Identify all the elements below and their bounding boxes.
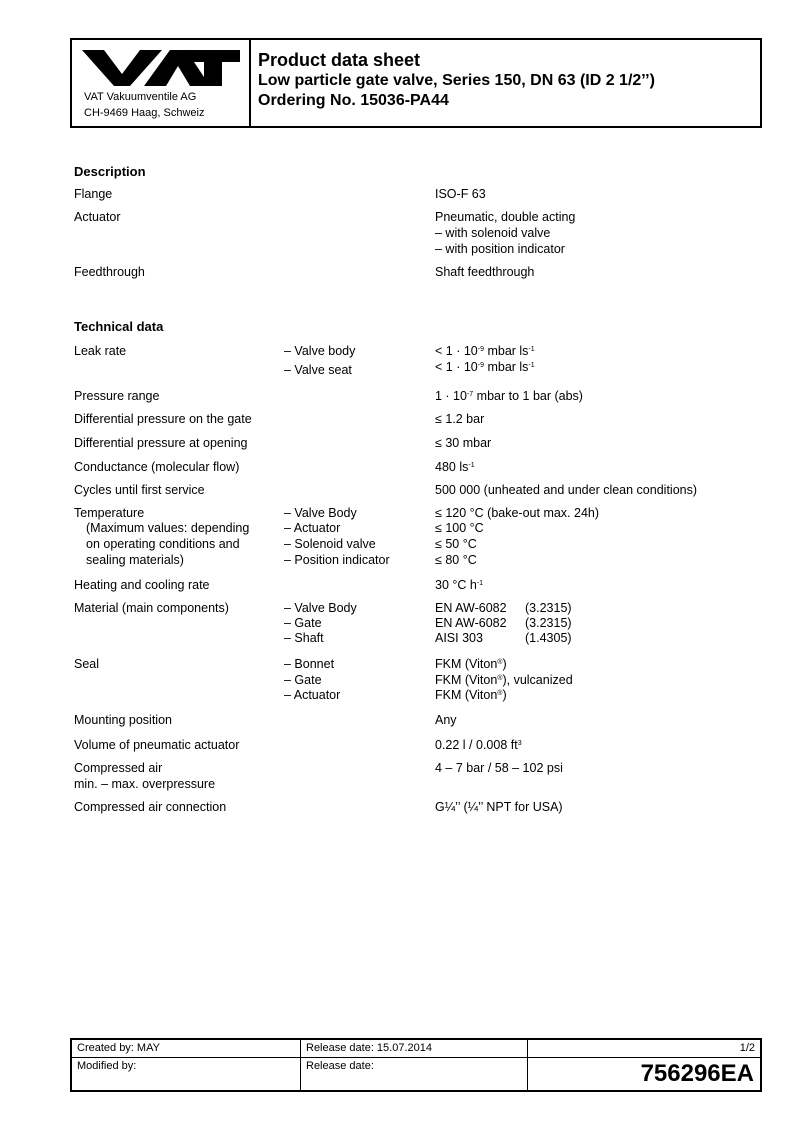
material-shaft-label: – Shaft [284,631,324,645]
actuator-value: Pneumatic, double acting [435,210,576,224]
material-shaft-code: (1.4305) [525,631,572,645]
feedthrough-value: Shaft feedthrough [435,265,535,279]
description-heading: Description [74,164,146,179]
temperature-label: Temperature [74,506,145,520]
pressure-range-label: Pressure range [74,389,160,403]
temp-solenoid-value: ≤ 50 °C [435,537,477,551]
actuator-value-indicator: – with position indicator [435,242,565,256]
material-gate-label: – Gate [284,616,322,630]
seal-actuator-label: – Actuator [284,688,341,702]
seal-bonnet-value: FKM (Viton®) [435,657,507,671]
created-by: Created by: MAY [77,1042,160,1054]
temperature-note-3: sealing materials) [86,553,184,567]
footer-divider-v2 [527,1040,528,1090]
seal-label: Seal [74,657,100,671]
page-title: Product data sheet [258,50,421,70]
diff-pressure-gate-label: Differential pressure on the gate [74,412,252,426]
compressed-air-sublabel: min. – max. overpressure [74,777,216,791]
seal-gate-label: – Gate [284,673,322,687]
conductance-value: 480 $ls^{-1}$ [435,460,475,474]
leak-rate-label: Leak rate [74,344,127,358]
seal-bonnet-label: – Bonnet [284,657,335,671]
leak-rate-body-label: – Valve body [284,344,356,358]
release-date-1: Release date: 15.07.2014 [306,1042,432,1054]
company-name: VAT Vakuumventile AG [84,91,197,103]
material-body-value: EN AW-6082 [435,601,507,615]
header-box [70,38,762,128]
conductance-label: Conductance (molecular flow) [74,460,240,474]
temp-solenoid-label: – Solenoid valve [284,537,376,551]
leak-rate-seat-label: – Valve seat [284,363,352,377]
page-subtitle: Low particle gate valve, Series 150, DN 63 (ID 2 1/2’’) [258,72,655,89]
leak-rate-body-value: < $1 \cdot 10^{-9}$ mbar $ls^{-1}$ [435,344,535,358]
temp-valve-body-value: ≤ 120 °C (bake-out max. 24h) [435,506,600,520]
material-body-code: (3.2315) [525,601,572,615]
temperature-note-1: (Maximum values: depending [86,521,250,535]
mounting-value: Any [435,713,457,727]
vat-logo [82,48,240,88]
compressed-air-label: Compressed air [74,761,163,775]
mounting-label: Mounting position [74,713,172,727]
material-gate-value: EN AW-6082 [435,616,507,630]
temp-indicator-value: ≤ 80 °C [435,553,477,567]
feedthrough-label: Feedthrough [74,265,145,279]
compressed-air-value: 4 – 7 bar / 58 – 102 psi [435,761,563,775]
heating-rate-label: Heating and cooling rate [74,578,210,592]
volume-value: 0.22 l / 0.008 $ft^3$ [435,738,522,752]
material-label: Material (main components) [74,601,229,615]
material-body-label: – Valve Body [284,601,357,615]
pressure-range-value: $1 \cdot 10^{-7}$ mbar to 1 bar (abs) [435,389,583,403]
page-number: 1/2 [739,1042,755,1054]
air-connection-value: G¼’’ (¼’’ NPT for USA) [435,800,563,814]
flange-label: Flange [74,187,113,201]
footer-divider-h [72,1057,760,1058]
cycles-value: 500 000 (unheated and under clean conditions) [435,483,698,497]
technical-heading: Technical data [74,319,164,334]
logo-cell [72,40,251,126]
temp-indicator-label: – Position indicator [284,553,390,567]
actuator-label: Actuator [74,210,121,224]
seal-gate-value: FKM (Viton®), vulcanized [435,673,573,687]
footer-box [70,1038,762,1092]
footer-divider-v1 [300,1040,301,1090]
material-shaft-value: AISI 303 [435,631,483,645]
seal-actuator-value: FKM (Viton®) [435,688,507,702]
temperature-note-2: on operating conditions and [86,537,240,551]
heating-rate-value: 30 °C $h^{-1}$ [435,578,484,592]
leak-rate-seat-value: < $1 \cdot 10^{-9}$ mbar $ls^{-1}$ [435,360,535,374]
document-number: 756296EA [640,1060,754,1087]
material-gate-code: (3.2315) [525,616,572,630]
temp-actuator-label: – Actuator [284,521,341,535]
actuator-value-solenoid: – with solenoid valve [435,226,551,240]
diff-pressure-opening-label: Differential pressure at opening [74,436,248,450]
ordering-number: Ordering No. 15036-PA44 [258,92,449,109]
diff-pressure-gate-value: ≤ 1.2 bar [435,412,485,426]
temp-actuator-value: ≤ 100 °C [435,521,484,535]
company-address: CH-9469 Haag, Schweiz [84,107,205,119]
volume-label: Volume of pneumatic actuator [74,738,240,752]
air-connection-label: Compressed air connection [74,800,227,814]
release-date-2: Release date: [306,1060,374,1072]
title-block [258,50,655,111]
cycles-label: Cycles until first service [74,483,205,497]
flange-value: ISO-F 63 [435,187,486,201]
diff-pressure-opening-value: ≤ 30 mbar [435,436,492,450]
modified-by: Modified by: [77,1060,137,1072]
temp-valve-body-label: – Valve Body [284,506,357,520]
